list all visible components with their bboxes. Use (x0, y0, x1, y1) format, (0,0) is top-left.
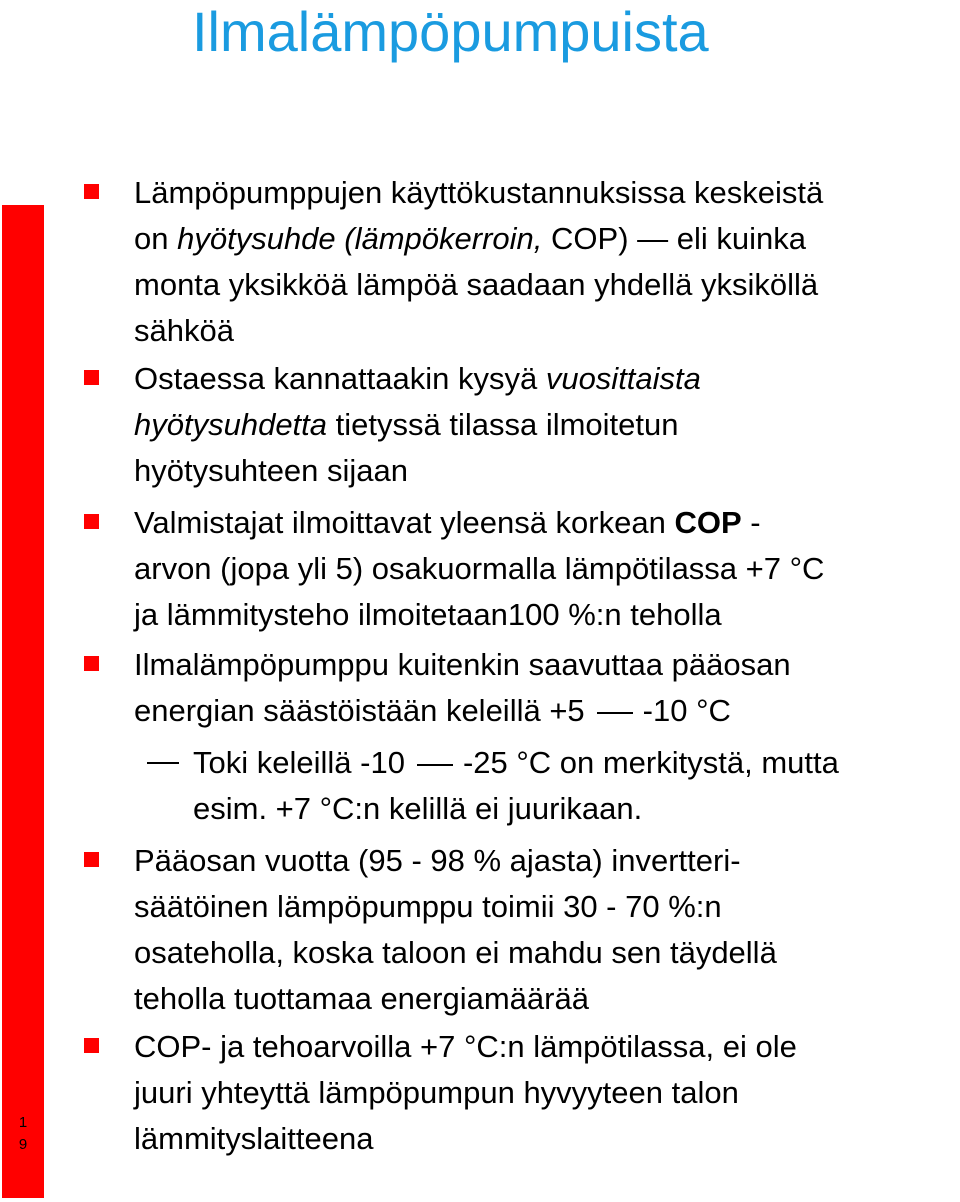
bullet-line (193, 740, 958, 786)
bullet-line (134, 170, 958, 216)
text-run: - (741, 505, 761, 540)
bullet-item (134, 170, 958, 354)
text-run: Toki keleillä -10 (193, 745, 405, 780)
emphasis-text: hyötysuhde (lämpökerroin, (177, 221, 543, 256)
bullet-item (134, 1024, 958, 1162)
sub-bullet-item (193, 740, 958, 832)
slide-number-digit: 9 (18, 1136, 28, 1153)
text-run: COP) (542, 221, 638, 256)
text-run: tietyssä tilassa ilmoitetun (327, 407, 679, 442)
text-run: Ilmalämpöpumppu kuitenkin saavuttaa pääosan (134, 647, 791, 682)
text-run: teholla tuottamaa energiamäärää (134, 981, 589, 1016)
text-run: osateholla, koska taloon ei mahdu sen täydellä (134, 935, 777, 970)
em-dash: — (637, 221, 669, 256)
bullet-square-icon (84, 656, 99, 671)
text-run: -10 °C (642, 693, 731, 728)
sub-bullet-dash-icon (147, 762, 179, 764)
bullet-line (134, 546, 958, 592)
text-run: energian säästöistään keleillä +5 (134, 693, 585, 728)
bullet-line (134, 838, 958, 884)
bullet-item (134, 356, 958, 494)
bullet-line (193, 786, 958, 832)
bullet-line (134, 448, 958, 494)
text-run: arvon (jopa yli 5) osakuormalla lämpötilassa +7 °C (134, 551, 825, 586)
text-run: -25 °C on merkitystä, mutta (462, 745, 839, 780)
text-run: monta yksikköä lämpöä saadaan yhdellä yksiköllä (134, 267, 819, 302)
bullet-item (134, 838, 958, 1022)
emphasis-text: hyötysuhdetta (134, 407, 328, 442)
bullet-item (134, 642, 958, 734)
text-run: Pääosan vuotta (95 - 98 % ajasta) invertteri- (134, 843, 741, 878)
text-run: sähköä (134, 313, 234, 348)
side-accent-bar (2, 205, 44, 1198)
range-dash (417, 764, 453, 766)
bullet-line (134, 308, 958, 354)
bullet-line (134, 500, 958, 546)
text-run: eli kuinka (668, 221, 806, 256)
bullet-line (134, 592, 958, 638)
bullet-line (134, 930, 958, 976)
bullet-line (134, 1116, 958, 1162)
bullet-item (134, 500, 958, 638)
bullet-square-icon (84, 514, 99, 529)
bullet-square-icon (84, 370, 99, 385)
text-run: ja lämmitysteho ilmoitetaan100 %:n teholla (134, 597, 722, 632)
text-run: juuri yhteyttä lämpöpumpun hyvyyteen talon (134, 1075, 739, 1110)
bullet-line (134, 216, 958, 262)
bold-text: COP (674, 505, 742, 540)
slide-number-digit: 1 (18, 1114, 28, 1131)
text-run: COP- ja tehoarvoilla +7 °C:n lämpötilassa, ei ole (134, 1029, 797, 1064)
emphasis-text: vuosittaista (545, 361, 701, 396)
slide-number (4, 1112, 42, 1156)
bullet-line (134, 356, 958, 402)
bullet-line (134, 688, 958, 734)
range-dash (597, 712, 633, 714)
bullet-line (134, 402, 958, 448)
text-run: Ostaessa kannattaakin kysyä (134, 361, 546, 396)
slide-title: Ilmalämpöpumpuista (192, 0, 709, 63)
text-run: Valmistajat ilmoittavat yleensä korkean (134, 505, 675, 540)
text-run: on (134, 221, 178, 256)
bullet-square-icon (84, 1038, 99, 1053)
text-run: Lämpöpumppujen käyttökustannuksissa keskeistä (134, 175, 824, 210)
text-run: hyötysuhteen sijaan (134, 453, 409, 488)
bullet-line (134, 976, 958, 1022)
text-run: lämmityslaitteena (134, 1121, 374, 1156)
bullet-line (134, 262, 958, 308)
bullet-line (134, 1024, 958, 1070)
bullet-line (134, 1070, 958, 1116)
bullet-line (134, 884, 958, 930)
bullet-square-icon (84, 852, 99, 867)
text-run: säätöinen lämpöpumppu toimii 30 - 70 %:n (134, 889, 722, 924)
bullet-line (134, 642, 958, 688)
bullet-square-icon (84, 184, 99, 199)
text-run: esim. +7 °C:n kelillä ei juurikaan. (193, 791, 643, 826)
